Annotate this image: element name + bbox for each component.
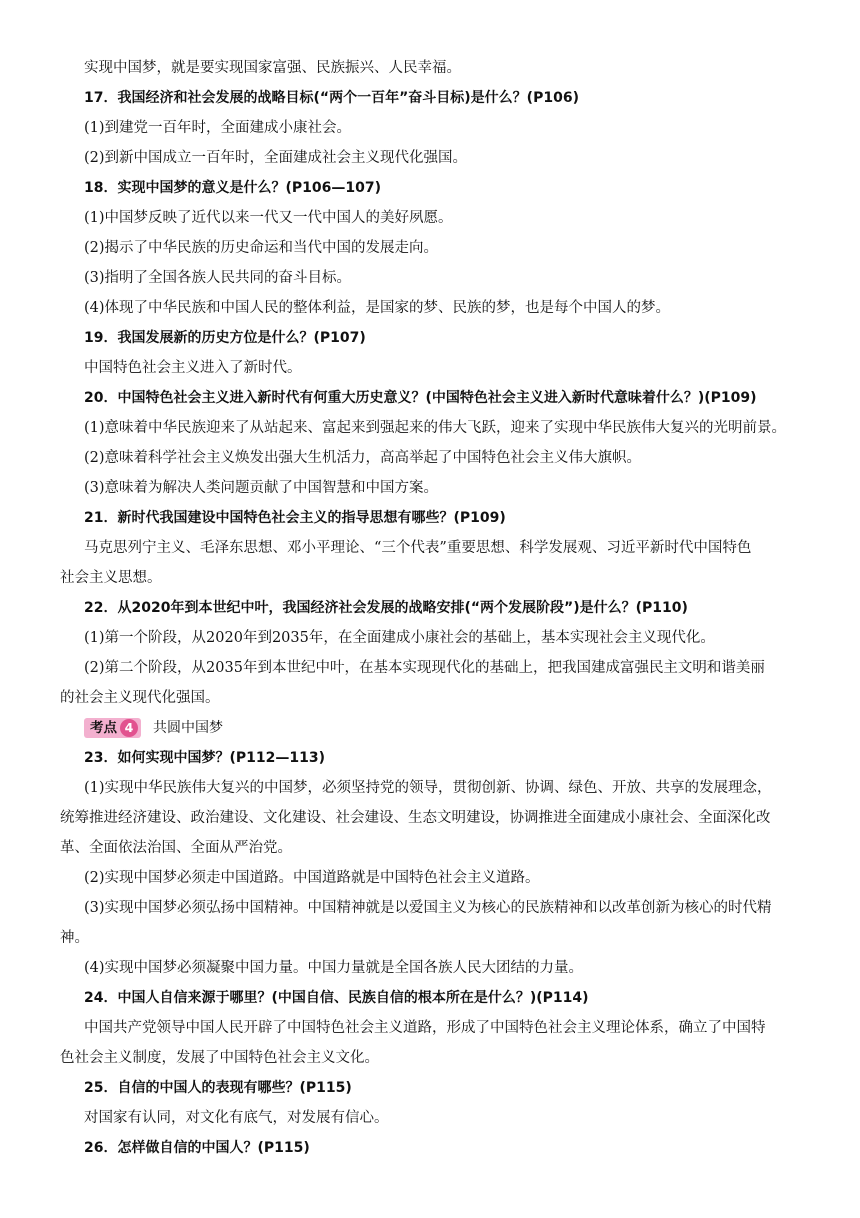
answer-item: (1)意味着中华民族迎来了从站起来、富起来到强起来的伟大飞跃，迎来了实现中华民族伟大复兴的光明前景。 [84,420,787,436]
question-heading: 17．我国经济和社会发展的战略目标(“两个一百年”奋斗目标)是什么？(P106) [84,90,579,106]
question-heading: 18．实现中国梦的意义是什么？(P106—107) [84,180,381,196]
answer-item: 色社会主义制度，发展了中国特色社会主义文化。 [60,1050,379,1066]
answer-item: (1)中国梦反映了近代以来一代又一代中国人的美好夙愿。 [84,210,453,226]
question-heading: 19．我国发展新的历史方位是什么？(P107) [84,330,366,346]
answer-item: (3)指明了全国各族人民共同的奋斗目标。 [84,270,352,286]
section-header [60,717,820,739]
badge-label: 考点 [90,720,117,736]
answer-item: (1)第一个阶段，从2020年到2035年，在全面建成小康社会的基础上，基本实现社会主义现代化。 [84,630,715,646]
question-heading: 20．中国特色社会主义进入新时代有何重大历史意义？(中国特色社会主义进入新时代意味着什么？)(P109) [84,390,757,406]
section-badge [84,717,223,739]
answer-item: (3)实现中国梦必须弘扬中国精神。中国精神就是以爱国主义为核心的民族精神和以改革创新为核心的时代精 [84,900,772,916]
answer-item: 的社会主义现代化强国。 [60,690,220,706]
question-heading: 23．如何实现中国梦？(P112—113) [84,750,325,766]
answer-item: 革、全面依法治国、全面从严治党。 [60,840,292,856]
kaodian-badge [84,718,141,738]
answer-item: 中国共产党领导中国人民开辟了中国特色社会主义道路，形成了中国特色社会主义理论体系，确立了中国特 [84,1020,766,1036]
answer-item: 统筹推进经济建设、政治建设、文化建设、社会建设、生态文明建设，协调推进全面建成小康社会、全面深化改 [60,810,771,826]
answer-item: (2)实现中国梦必须走中国道路。中国道路就是中国特色社会主义道路。 [84,870,540,886]
badge-number: 4 [120,719,138,737]
question-heading: 25．自信的中国人的表现有哪些？(P115) [84,1080,352,1096]
section-title: 共圆中国梦 [153,720,223,736]
question-heading: 21．新时代我国建设中国特色社会主义的指导思想有哪些？(P109) [84,510,506,526]
answer-item: 马克思列宁主义、毛泽东思想、邓小平理论、“三个代表”重要思想、科学发展观、习近平新时代中国特色 [84,540,752,556]
answer-item: 中国特色社会主义进入了新时代。 [84,360,302,376]
answer-item: (2)到新中国成立一百年时，全面建成社会主义现代化强国。 [84,150,468,166]
answer-item: (4)实现中国梦必须凝聚中国力量。中国力量就是全国各族人民大团结的力量。 [84,960,584,976]
question-heading: 24．中国人自信来源于哪里？(中国自信、民族自信的根本所在是什么？)(P114) [84,990,589,1006]
answer-item: (2)揭示了中华民族的历史命运和当代中国的发展走向。 [84,240,439,256]
answer-item: (4)体现了中华民族和中国人民的整体利益，是国家的梦、民族的梦，也是每个中国人的梦。 [84,300,671,316]
answer-item: (2)第二个阶段，从2035年到本世纪中叶，在基本实现现代化的基础上，把我国建成富强民主文明和谐美丽 [84,660,765,676]
question-heading: 26．怎样做自信的中国人？(P115) [84,1140,310,1156]
answer-item: 对国家有认同，对文化有底气，对发展有信心。 [84,1110,389,1126]
answer-item: 社会主义思想。 [60,570,162,586]
answer-item: (1)实现中华民族伟大复兴的中国梦，必须坚持党的领导，贯彻创新、协调、绿色、开放、共享的发展理念， [84,780,772,796]
answer-item: (2)意味着科学社会主义焕发出强大生机活力，高高举起了中国特色社会主义伟大旗帜。 [84,450,642,466]
answer-item: (1)到建党一百年时，全面建成小康社会。 [84,120,352,136]
question-heading: 22．从2020年到本世纪中叶，我国经济社会发展的战略安排(“两个发展阶段”)是什么？(P110) [84,600,688,616]
paragraph: 实现中国梦，就是要实现国家富强、民族振兴、人民幸福。 [84,60,461,76]
answer-item: (3)意味着为解决人类问题贡献了中国智慧和中国方案。 [84,480,439,496]
answer-item: 神。 [60,930,89,946]
